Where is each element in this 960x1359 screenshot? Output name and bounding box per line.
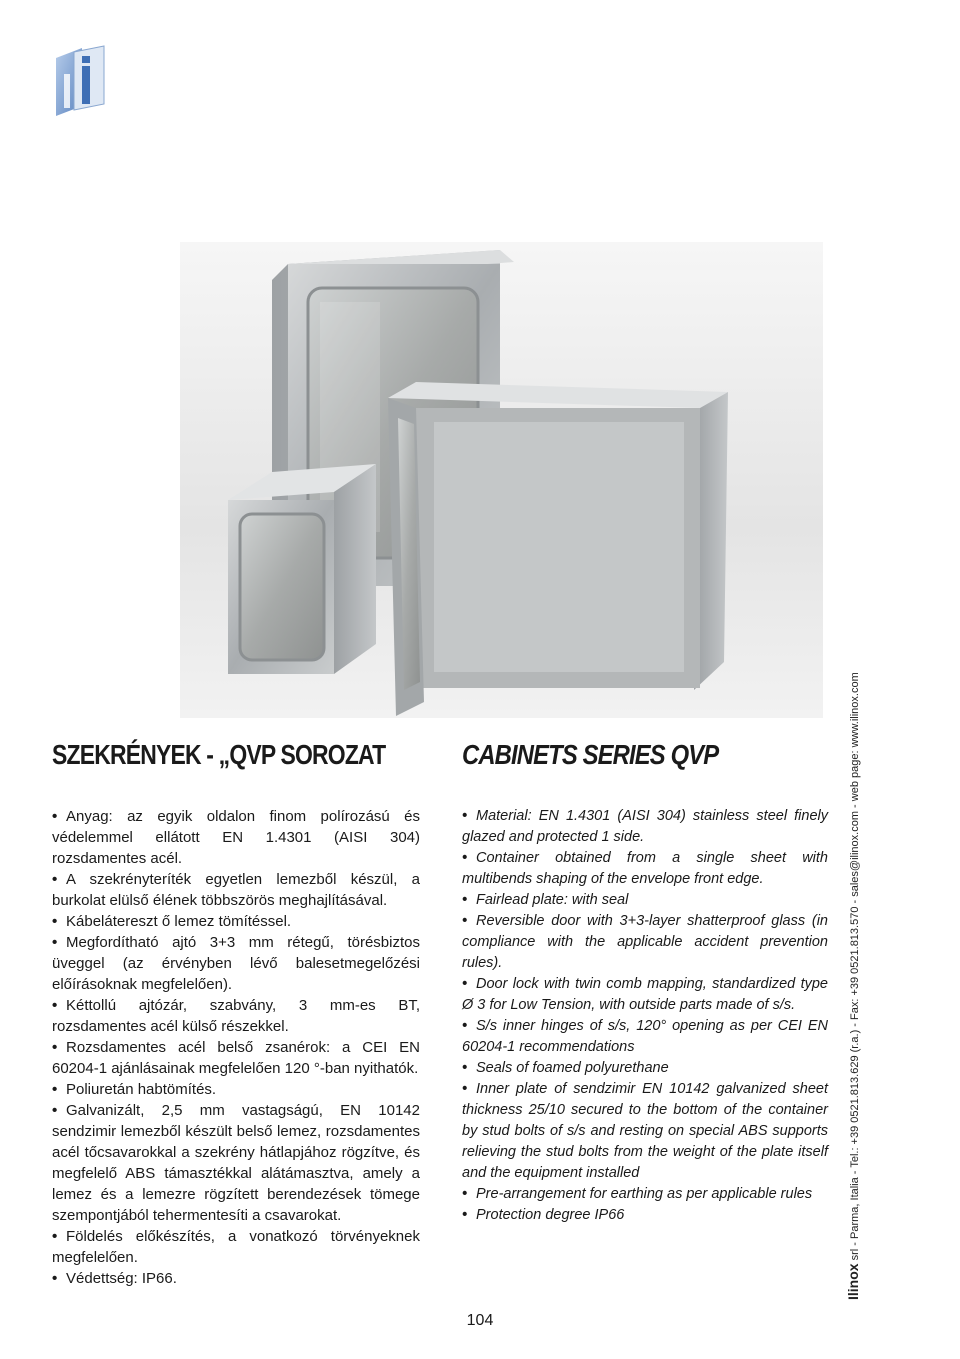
list-item: • Galvanizált, 2,5 mm vastagságú, EN 10142 sendzimir lemezből készült belső lemez, rozsdamentes acél tőcsavarokkal a szekrény hátlapjához rögzítve, és megfelelő ABS támasztékkal alátámasztva, amely a lemez és a lemezre rögzített berendezések tömege szempontjából tehermentesíti a csavarokat. bbox=[52, 1102, 420, 1224]
list-item: • Rozsdamentes acél belső zsanérok: a CEI EN 60204-1 ajánlásainak megfelelően 120 °-ban nyithatók. bbox=[52, 1039, 420, 1077]
contact-details: srl - Parma, Italia - Tel.: +39 0521.813.629 (r.a.) - Fax: +39 0521.813.570 - sales@ilinox.com - web page: www.ilinox.com bbox=[849, 672, 861, 1264]
list-item: • Reversible door with 3+3-layer shatterproof glass (in compliance with the applicable accident prevention rules). bbox=[462, 913, 828, 971]
list-item: • S/s inner hinges of s/s, 120° opening as per CEI EN 60204-1 recommendations bbox=[462, 1018, 828, 1055]
feature-list-hungarian bbox=[52, 806, 420, 1289]
list-item: • Kábelátereszt ő lemez tömítéssel. bbox=[52, 913, 292, 930]
list-item: • Door lock with twin comb mapping, standardized type Ø 3 for Low Tension, with outside parts made of s/s. bbox=[462, 976, 828, 1013]
feature-list-english bbox=[462, 806, 828, 1226]
list-item: • Földelés előkészítés, a vonatkozó törvényeknek megfelelően. bbox=[52, 1228, 420, 1266]
cabinets-photo bbox=[180, 242, 823, 718]
list-item: • Kéttollú ajtózár, szabvány, 3 mm-es BT, rozsdamentes acél külső részekkel. bbox=[52, 997, 420, 1035]
list-item: • Védettség: IP66. bbox=[52, 1270, 177, 1287]
list-item: • Inner plate of sendzimir EN 10142 galvanized sheet thickness 25/10 secured to the bottom of the container by stud bolts of s/s and resting on special ABS supports relieving the stud bolts from the weight of the plate itself and the equipment installed bbox=[462, 1081, 828, 1181]
brand-name: Ilinox bbox=[845, 1263, 861, 1300]
list-item: • Seals of foamed polyurethane bbox=[462, 1060, 669, 1076]
list-item: • Pre-arrangement for earthing as per applicable rules bbox=[462, 1186, 813, 1202]
page-number: 104 bbox=[466, 1312, 494, 1329]
list-item: • Megfordítható ajtó 3+3 mm rétegű, törésbiztos üveggel (az érvényben lévő balesetmegelőzési előírásoknak megfelelően). bbox=[52, 934, 420, 993]
list-item: • Anyag: az egyik oldalon finom polírozású és védelemmel ellátott EN 1.4301 (AISI 304) rozsdamentes acél. bbox=[52, 808, 420, 867]
ilinox-logo-icon bbox=[52, 44, 108, 120]
list-item: • Poliuretán habtömítés. bbox=[52, 1081, 217, 1098]
list-item: • A szekrényteríték egyetlen lemezből készül, a burkolat elülső élének többszörös meghajlításával. bbox=[52, 871, 420, 909]
list-item: • Fairlead plate: with seal bbox=[462, 892, 629, 908]
company-contact-info bbox=[842, 672, 864, 1300]
list-item: • Protection degree IP66 bbox=[462, 1207, 625, 1223]
hungarian-column bbox=[52, 738, 420, 1289]
title-english: CABINETS SERIES QVP bbox=[462, 739, 719, 770]
title-hungarian: SZEKRÉNYEK - „QVP SOROZAT bbox=[52, 739, 386, 770]
english-column bbox=[462, 738, 828, 1226]
list-item: • Material: EN 1.4301 (AISI 304) stainless steel finely glazed and protected 1 side. bbox=[462, 808, 828, 845]
list-item: • Container obtained from a single sheet with multibends shaping of the envelope front edge. bbox=[462, 850, 828, 887]
